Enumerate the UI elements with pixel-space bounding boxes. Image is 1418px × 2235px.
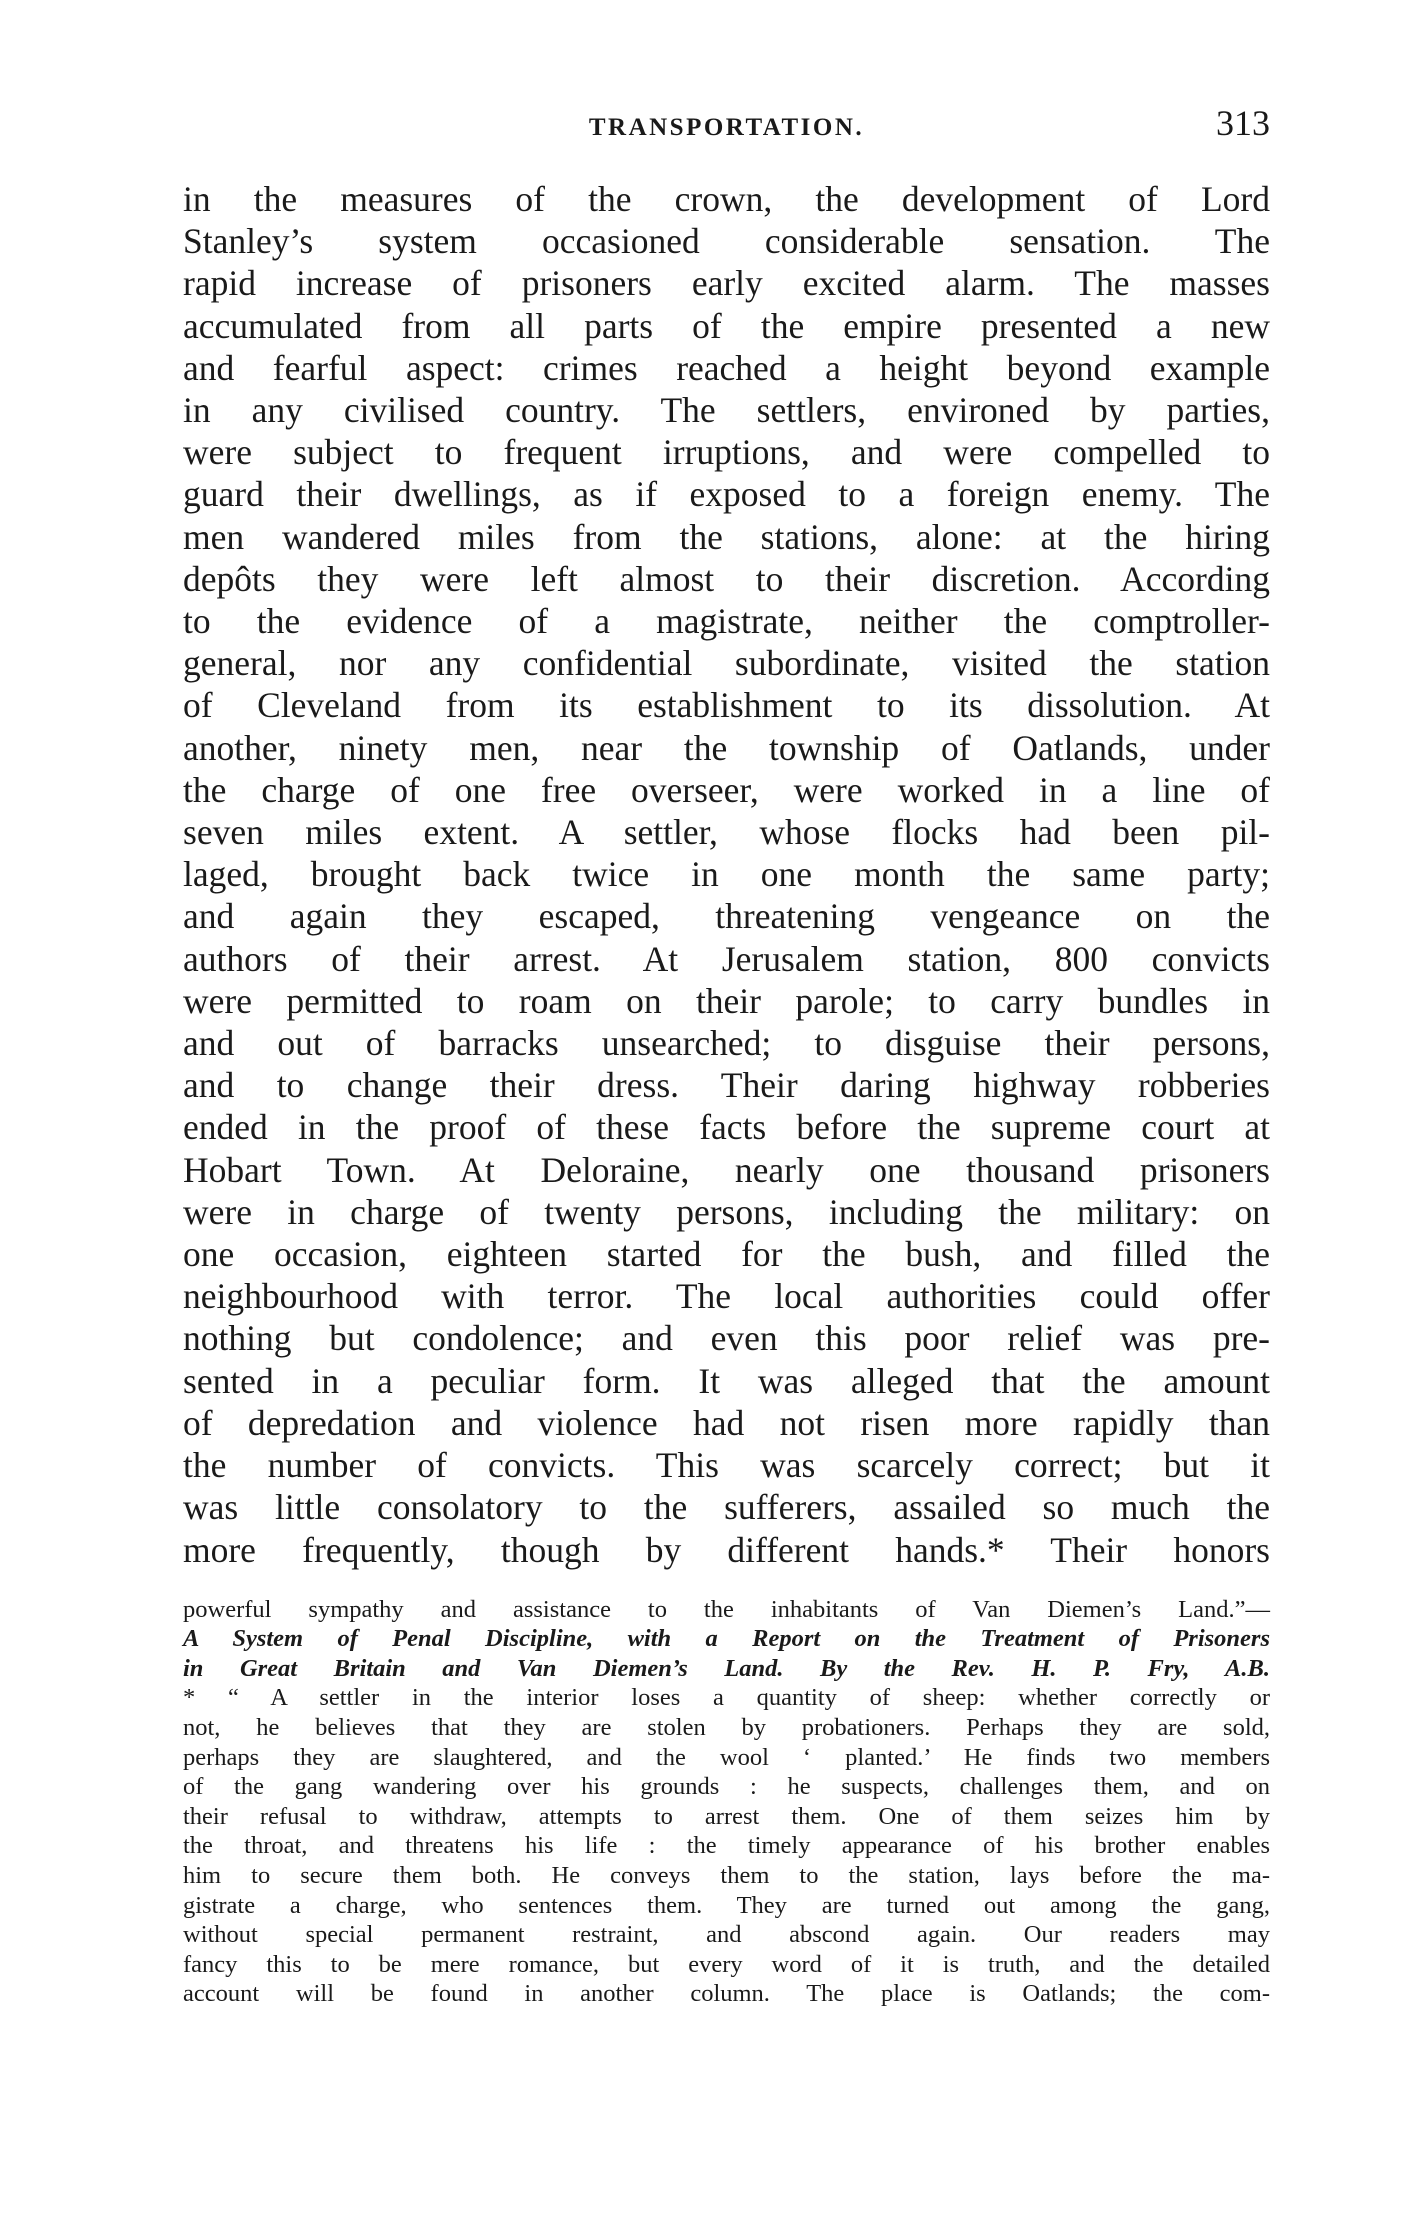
text-line: ended in the proof of these facts before the supreme court at xyxy=(183,1107,1270,1148)
text-line: of depredation and violence had not risen more rapidly than xyxy=(183,1402,1270,1443)
text-line: depôts they were left almost to their discretion. According xyxy=(183,558,1270,599)
text-line: guard their dwellings, as if exposed to a foreign enemy. The xyxy=(183,474,1270,515)
text-line: in any civilised country. The settlers, environed by parties, xyxy=(183,390,1270,431)
text-line: more frequently, though by different hands.* Their honors xyxy=(183,1529,1270,1570)
page-number: 313 xyxy=(1216,103,1270,143)
text-line: Stanley’s system occasioned considerable sensation. The xyxy=(183,221,1270,262)
text-line: men wandered miles from the stations, alone: at the hiring xyxy=(183,516,1270,557)
text-line: was little consolatory to the sufferers, assailed so much the xyxy=(183,1487,1270,1528)
text-line: to the evidence of a magistrate, neither the comptroller- xyxy=(183,601,1270,642)
footnote-line: without special permanent restraint, and abscond again. Our readers may xyxy=(183,1921,1270,1949)
text-line: another, ninety men, near the township of Oatlands, under xyxy=(183,727,1270,768)
footnote-line: of the gang wandering over his grounds : he suspects, challenges them, and on xyxy=(183,1773,1270,1801)
footnote-line: fancy this to be mere romance, but every word of it is truth, and the detailed xyxy=(183,1950,1270,1978)
footnote-line: powerful sympathy and assistance to the inhabitants of Van Diemen’s Land.”— xyxy=(183,1595,1270,1623)
text-line: authors of their arrest. At Jerusalem station, 800 convicts xyxy=(183,938,1270,979)
running-head: TRANSPORTATION. xyxy=(588,114,865,141)
page-header xyxy=(183,100,1270,160)
text-line: were subject to frequent irruptions, and were compelled to xyxy=(183,432,1270,473)
text-line: were permitted to roam on their parole; to carry bundles in xyxy=(183,980,1270,1021)
footnote-line: their refusal to withdraw, attempts to arrest them. One of them seizes him by xyxy=(183,1802,1270,1830)
text-line: and again they escaped, threatening vengeance on the xyxy=(183,896,1270,937)
footnotes xyxy=(183,1595,1270,2009)
text-line: nothing but condolence; and even this poor relief was pre- xyxy=(183,1318,1270,1359)
footnote-line: perhaps they are slaughtered, and the wool ‘ planted.’ He finds two members xyxy=(183,1743,1270,1771)
text-line: and to change their dress. Their daring highway robberies xyxy=(183,1065,1270,1106)
text-line: general, nor any confidential subordinate, visited the station xyxy=(183,643,1270,684)
text-line: were in charge of twenty persons, including the military: on xyxy=(183,1191,1270,1232)
text-line: and fearful aspect: crimes reached a height beyond example xyxy=(183,347,1270,388)
footnote-line: account will be found in another column. The place is Oatlands; the com- xyxy=(183,1980,1270,2008)
main-text xyxy=(183,178,1270,1571)
footnote-citation-line: A System of Penal Discipline, with a Report on the Treatment of Prisoners xyxy=(183,1625,1270,1653)
footnote-line: * “ A settler in the interior loses a quantity of sheep: whether correctly or xyxy=(183,1684,1270,1712)
text-line: laged, brought back twice in one month the same party; xyxy=(183,854,1270,895)
text-line: seven miles extent. A settler, whose flocks had been pil- xyxy=(183,812,1270,853)
footnote-line: him to secure them both. He conveys them to the station, lays before the ma- xyxy=(183,1862,1270,1890)
text-line: Hobart Town. At Deloraine, nearly one thousand prisoners xyxy=(183,1149,1270,1190)
footnote-line: the throat, and threatens his life : the timely appearance of his brother enables xyxy=(183,1832,1270,1860)
text-line: the number of convicts. This was scarcely correct; but it xyxy=(183,1445,1270,1486)
text-line: in the measures of the crown, the development of Lord xyxy=(183,179,1270,219)
text-line: neighbourhood with terror. The local authorities could offer xyxy=(183,1276,1270,1317)
text-line: rapid increase of prisoners early excited alarm. The masses xyxy=(183,263,1270,304)
footnote-line: not, he believes that they are stolen by probationers. Perhaps they are sold, xyxy=(183,1714,1270,1742)
footnote-line: gistrate a charge, who sentences them. They are turned out among the gang, xyxy=(183,1891,1270,1919)
text-line: accumulated from all parts of the empire presented a new xyxy=(183,305,1270,346)
text-line: one occasion, eighteen started for the bush, and filled the xyxy=(183,1234,1270,1275)
text-line: of Cleveland from its establishment to its dissolution. At xyxy=(183,685,1270,726)
text-line: sented in a peculiar form. It was alleged that the amount xyxy=(183,1360,1270,1401)
text-line: the charge of one free overseer, were worked in a line of xyxy=(183,769,1270,810)
footnote-citation-line: in Great Britain and Van Diemen’s Land. By the Rev. H. P. Fry, A.B. xyxy=(183,1654,1270,1682)
book-page xyxy=(183,100,1270,2009)
text-line: and out of barracks unsearched; to disguise their persons, xyxy=(183,1023,1270,1064)
